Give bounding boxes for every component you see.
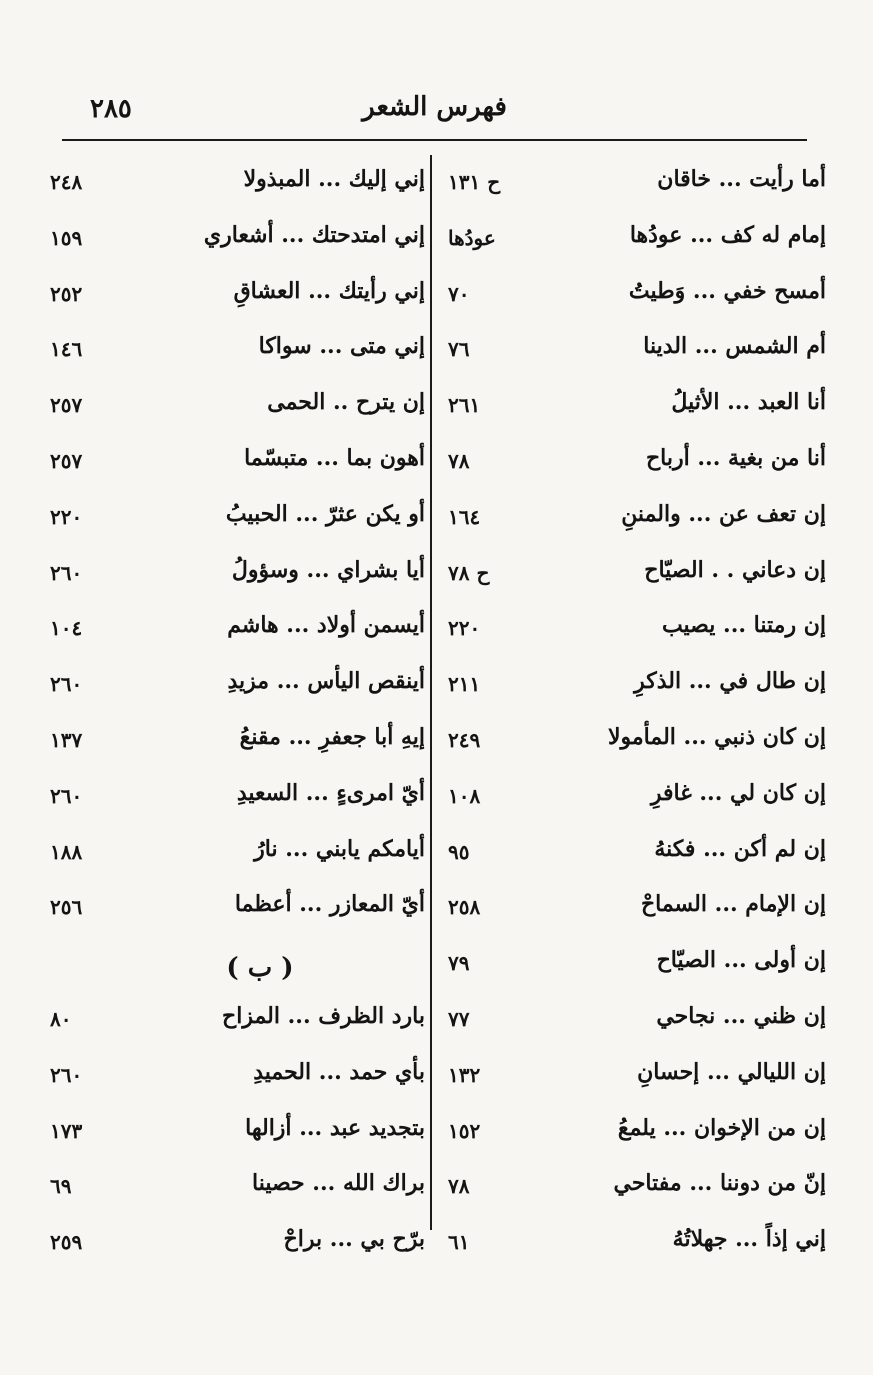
page-reference: ٢٦٠	[50, 560, 83, 585]
verse-incipit: أيا بشراي ... وسؤولُ	[231, 556, 425, 583]
index-entry	[40, 549, 425, 605]
verse-incipit: بارد الظرف ... المزاح	[222, 1002, 425, 1029]
page-reference: ٢١١	[448, 672, 481, 697]
column-divider	[430, 155, 432, 1230]
index-entry	[40, 493, 425, 549]
verse-incipit: أيامكم يابني ... نارُ	[254, 835, 425, 862]
verse-incipit: براك الله ... حصينا	[251, 1170, 425, 1197]
verse-incipit: إن الإمام ... السماحْ	[640, 891, 826, 918]
verse-incipit: إن دعاني . . الصيّاح	[644, 556, 826, 583]
verse-incipit: أينقص اليأس ... مزيدِ	[227, 668, 425, 695]
page-reference: ٨٠	[50, 1006, 72, 1031]
index-entry	[436, 660, 826, 716]
verse-incipit: أم الشمس ... الدينا	[643, 333, 826, 360]
page-reference: ٢٤٨	[50, 170, 83, 194]
verse-incipit: بتجديد عبد ... أزالها	[245, 1114, 425, 1141]
verse-incipit: أما رأيت ... خاقان	[657, 166, 826, 192]
page-reference: ١٦٤	[448, 504, 481, 529]
page-reference: ٢٢٠	[448, 616, 481, 641]
index-entry	[436, 995, 826, 1051]
index-entry	[436, 270, 826, 326]
verse-incipit: أنا من بغية ... أرباح	[645, 444, 826, 471]
verse-incipit: إني إليك ... المبذولا	[243, 166, 425, 192]
page-reference: ٧٦	[448, 337, 470, 362]
page-reference: ٢٥٩	[50, 1230, 83, 1255]
index-entry	[436, 1107, 826, 1163]
index-entry	[40, 1107, 425, 1163]
verse-incipit: أنا العبد ... الأثيلُ	[671, 389, 826, 416]
left-column	[40, 158, 425, 1274]
verse-incipit: أيسمن أولاد ... هاشم	[227, 612, 425, 639]
right-column	[436, 158, 826, 1274]
page-reference: ١٣٧	[50, 727, 83, 752]
page-reference: ١٥٩	[50, 225, 83, 250]
letter-heading-row	[40, 939, 425, 995]
index-entry	[436, 549, 826, 605]
verse-incipit: أيّ امرىءٍ ... السعيدِ	[236, 779, 425, 806]
index-entry	[436, 437, 826, 493]
index-entry	[436, 1218, 826, 1274]
page-reference: ٦١	[448, 1230, 470, 1255]
page-reference: ١٨٨	[50, 839, 83, 864]
page-reference: ١٤٦	[50, 337, 83, 362]
header-rule	[62, 139, 807, 141]
running-title: فهرس الشعر	[362, 92, 507, 122]
verse-incipit: بأي حمد ... الحميدِ	[253, 1058, 425, 1085]
verse-incipit: إني رأيتك ... العشاقِ	[233, 277, 425, 304]
page-reference: ١٧٣	[50, 1118, 83, 1143]
page-reference: ح ٧٨	[448, 560, 490, 585]
page-reference: ٢٦٠	[50, 672, 83, 697]
verse-incipit: إن ظني ... نجاحي	[656, 1002, 826, 1029]
page-reference: ٧٨	[448, 1174, 470, 1199]
index-entry	[40, 772, 425, 828]
verse-incipit: إن طال في ... الذكرِ	[634, 668, 826, 695]
index-entry	[436, 772, 826, 828]
page-header	[62, 88, 807, 128]
index-entry	[40, 883, 425, 939]
verse-incipit: إمام له كف ... عودُها	[629, 221, 826, 248]
verse-incipit: إن كان لي ... غافرِ	[650, 779, 826, 806]
index-entry	[40, 1162, 425, 1218]
verse-incipit: إن الليالي ... إحسانِ	[637, 1058, 826, 1085]
verse-incipit: إن من الإخوان ... يلمعُ	[617, 1114, 826, 1141]
index-entry	[40, 716, 425, 772]
verse-incipit: برّح بي ... براحْ	[283, 1226, 425, 1253]
page-reference: ح ١٣١	[448, 170, 501, 194]
index-entry	[436, 158, 826, 214]
index-entry	[40, 828, 425, 884]
verse-incipit: إني امتدحتك ... أشعاري	[203, 221, 425, 248]
page-reference: ٢٤٩	[448, 727, 481, 752]
index-entry	[40, 995, 425, 1051]
verse-incipit: إني إذاً ... جهلاتُهُ	[672, 1226, 826, 1253]
index-entry	[40, 604, 425, 660]
verse-incipit: إن أولى ... الصيّاح	[656, 947, 826, 974]
page-reference: ٢٦١	[448, 393, 481, 418]
index-entry	[436, 828, 826, 884]
index-entry	[40, 381, 425, 437]
page-reference: ٦٩	[50, 1174, 72, 1199]
page-reference: ٩٥	[448, 839, 470, 864]
index-entry	[436, 214, 826, 270]
verse-incipit: إنّ من دوننا ... مفتاحي	[613, 1170, 826, 1197]
page-reference: ١٥٢	[448, 1118, 481, 1143]
index-entry	[436, 325, 826, 381]
index-entry	[436, 1051, 826, 1107]
verse-incipit: أو يكن عثرّ ... الحبيبُ	[225, 500, 425, 527]
page-reference: ٧٧	[448, 1006, 470, 1031]
index-entry	[436, 883, 826, 939]
page-reference: ٧٠	[448, 281, 470, 306]
page-reference: ٢٥٦	[50, 895, 83, 920]
index-entry	[40, 158, 425, 214]
page-reference: ٢٦٠	[50, 783, 83, 808]
index-entry	[40, 325, 425, 381]
page-reference: ٢٥٧	[50, 448, 83, 473]
page-reference: ١٠٨	[448, 783, 481, 808]
page-reference: ٢٥٢	[50, 281, 83, 306]
verse-incipit: إن لم أكن ... فكنهُ	[654, 835, 826, 862]
verse-incipit: إن يترح .. الحمى	[267, 389, 425, 416]
page-number: ٢٨٥	[90, 94, 132, 124]
letter-heading: ( ب )	[226, 953, 294, 984]
verse-incipit: إن رمتنا ... يصيب	[661, 612, 826, 639]
verse-incipit: أهون بما ... متبسّما	[244, 444, 425, 471]
index-entry	[436, 604, 826, 660]
index-entry	[40, 660, 425, 716]
verse-incipit: إيهِ أبا جعفرِ ... مقنعُ	[239, 723, 425, 750]
verse-incipit: أيّ المعازر ... أعظما	[234, 891, 425, 918]
index-entry	[40, 437, 425, 493]
page-reference: ٧٨	[448, 448, 470, 473]
verse-incipit: إن كان ذنبي ... المأمولا	[607, 723, 826, 750]
page-reference: ٢٥٨	[448, 895, 481, 920]
verse-incipit: إن تعف عن ... والمننِ	[621, 500, 826, 527]
page-reference: ٢٥٧	[50, 393, 83, 418]
verse-incipit: إني متى ... سواكا	[258, 333, 425, 360]
page-reference: ١٣٢	[448, 1062, 481, 1087]
page-reference: ٢٦٠	[50, 1062, 83, 1087]
index-entry	[436, 939, 826, 995]
page-reference: ٢٢٠	[50, 504, 83, 529]
index-entry	[40, 214, 425, 270]
index-entry	[40, 1218, 425, 1274]
index-entry	[436, 716, 826, 772]
page-reference: ٧٩	[448, 951, 470, 976]
index-entry	[436, 381, 826, 437]
index-entry	[436, 493, 826, 549]
index-entry	[40, 1051, 425, 1107]
page-reference: ١٠٤	[50, 616, 83, 641]
index-entry	[436, 1162, 826, 1218]
index-entry	[40, 270, 425, 326]
verse-incipit: أمسح خفي ... وَطيتُ	[628, 277, 826, 304]
page-reference: عودُها	[448, 225, 496, 250]
